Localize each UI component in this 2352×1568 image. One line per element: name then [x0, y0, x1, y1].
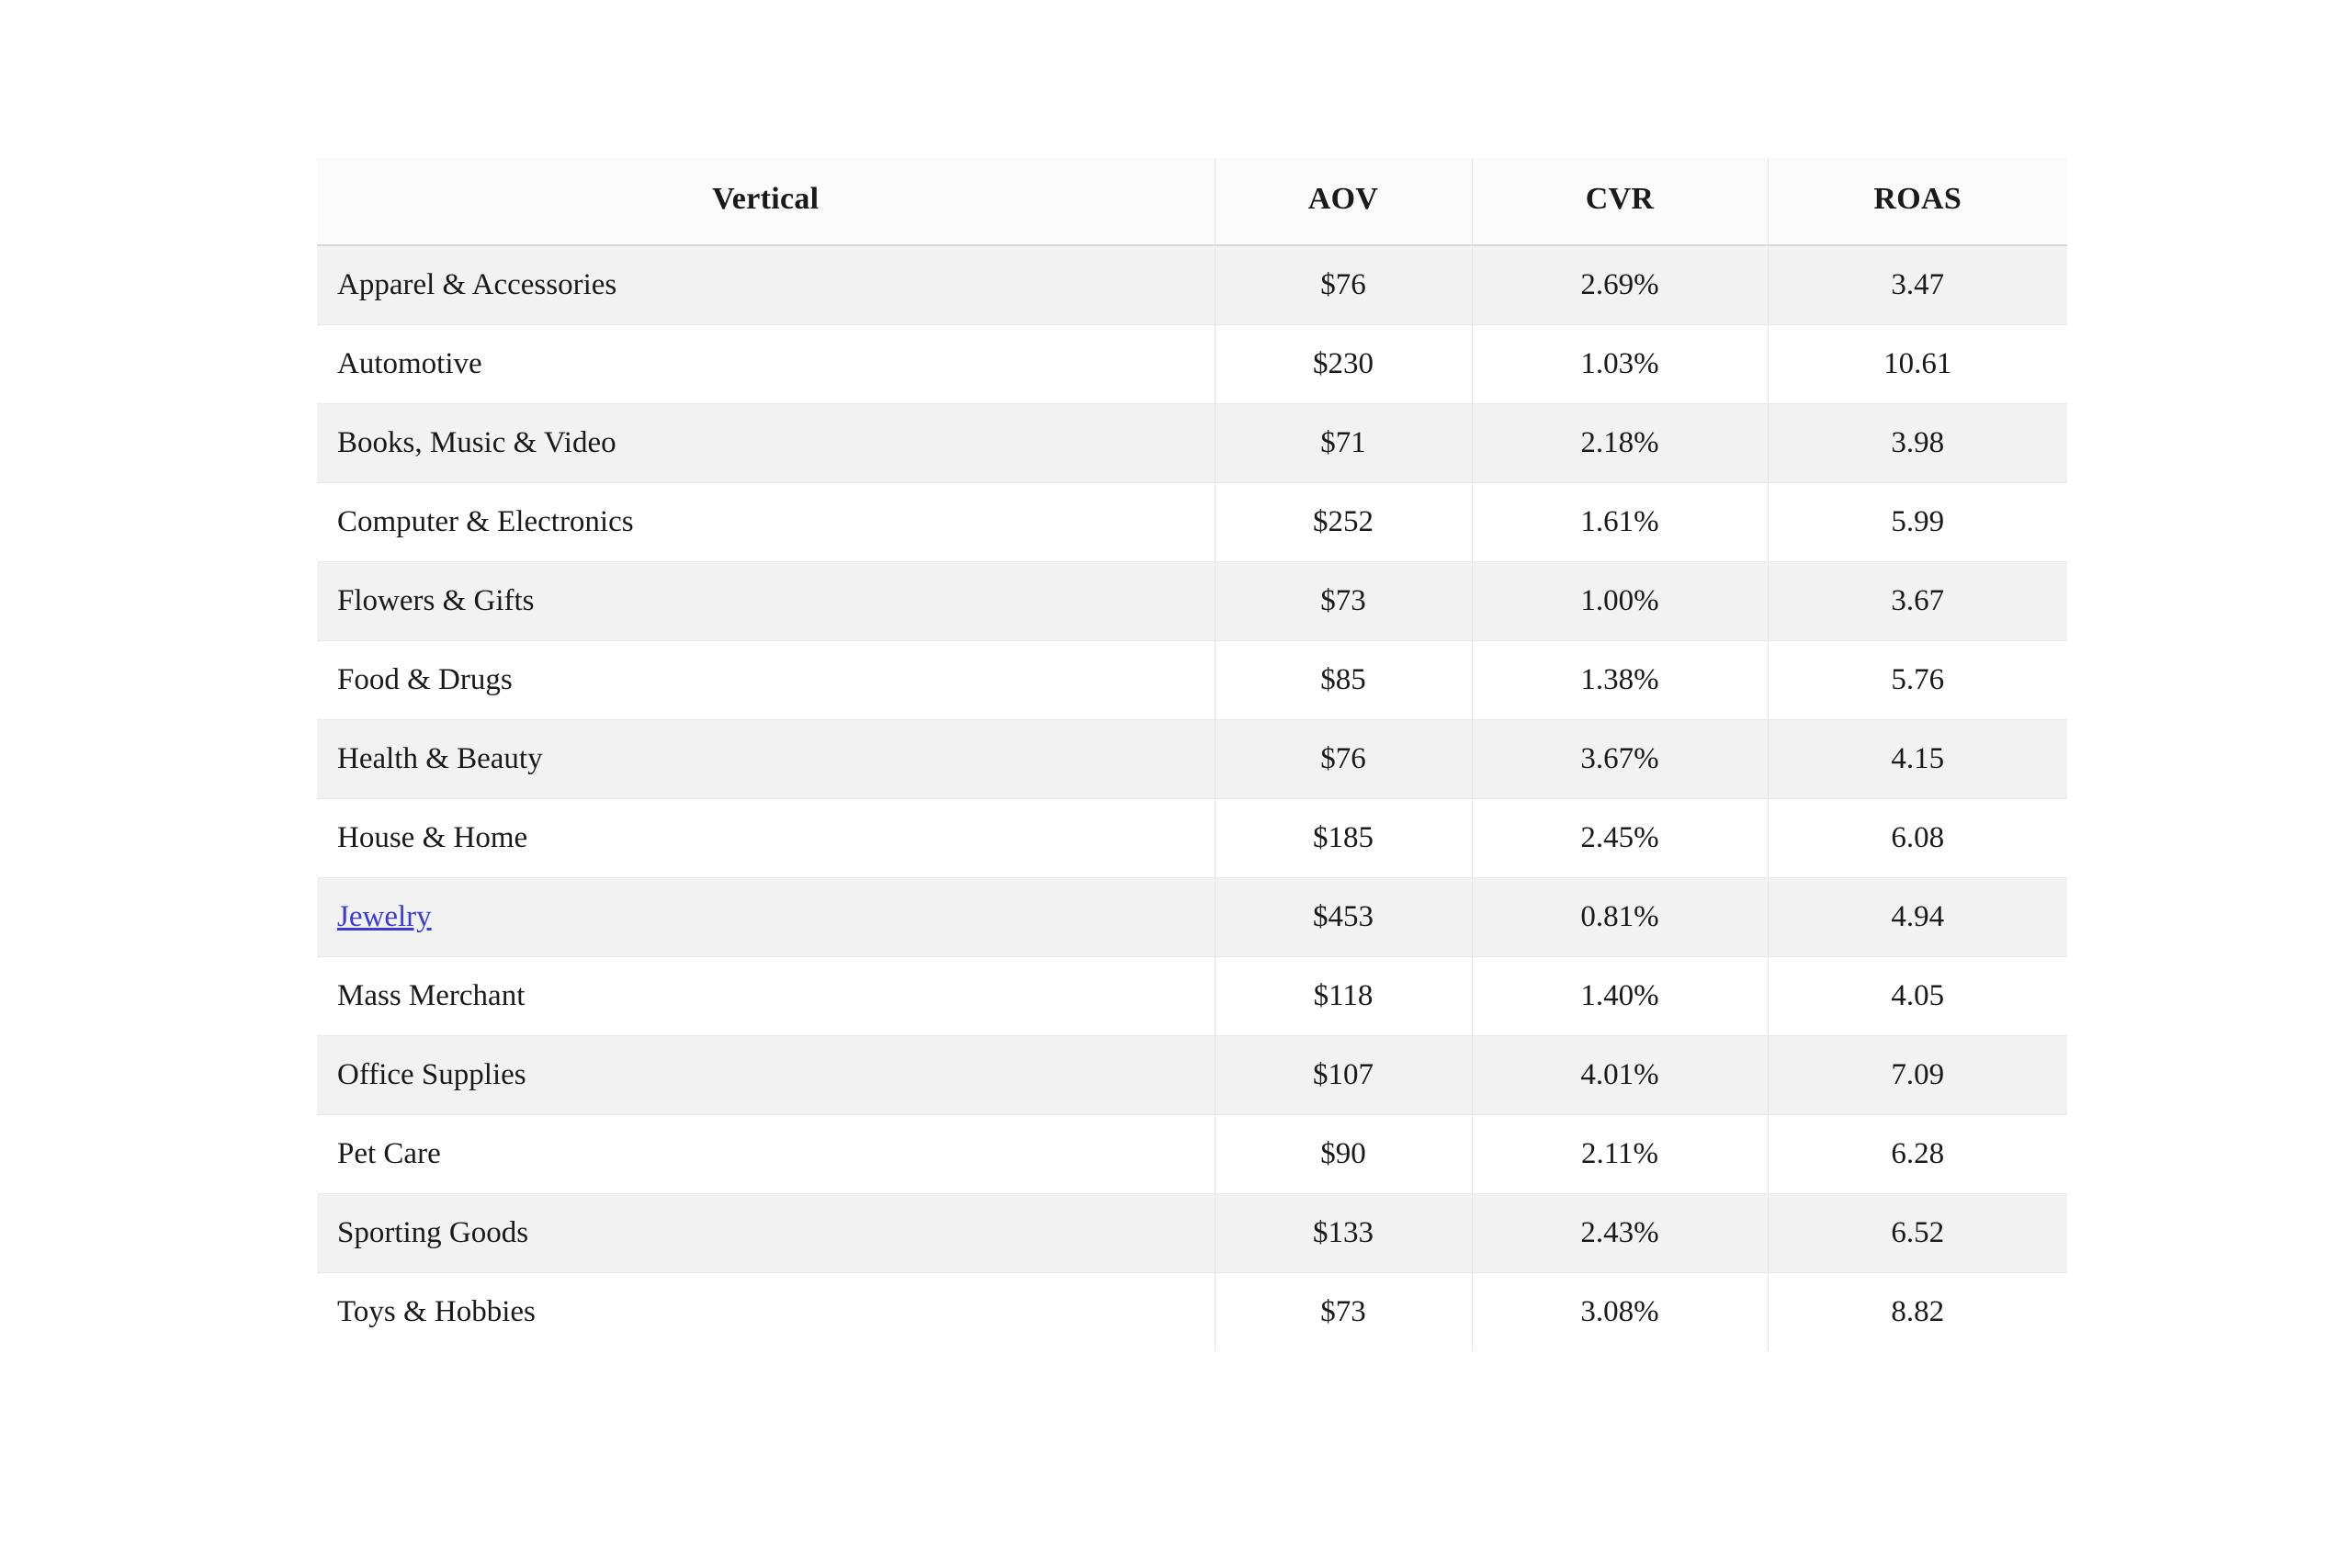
cell-roas: 8.82 — [1768, 1273, 2067, 1352]
table-row — [317, 799, 2067, 878]
cell-aov: $71 — [1215, 404, 1472, 483]
cell-cvr: 1.00% — [1472, 562, 1768, 641]
cell-aov: $73 — [1215, 562, 1472, 641]
table-body — [317, 245, 2067, 1351]
cell-aov: $73 — [1215, 1273, 1472, 1352]
cell-vertical: Toys & Hobbies — [317, 1273, 1215, 1352]
cell-cvr: 1.61% — [1472, 483, 1768, 562]
table-row — [317, 641, 2067, 720]
cell-roas: 6.52 — [1768, 1194, 2067, 1273]
column-header-aov: AOV — [1215, 158, 1472, 245]
cell-aov: $76 — [1215, 720, 1472, 799]
cell-aov: $252 — [1215, 483, 1472, 562]
cell-cvr: 3.08% — [1472, 1273, 1768, 1352]
cell-aov: $453 — [1215, 878, 1472, 957]
cell-cvr: 1.40% — [1472, 957, 1768, 1036]
cell-vertical: Flowers & Gifts — [317, 562, 1215, 641]
table-header-row — [317, 158, 2067, 245]
cell-roas: 3.47 — [1768, 245, 2067, 325]
cell-aov: $133 — [1215, 1194, 1472, 1273]
cell-vertical: Computer & Electronics — [317, 483, 1215, 562]
table-row — [317, 562, 2067, 641]
cell-vertical: Sporting Goods — [317, 1194, 1215, 1273]
cell-roas: 6.08 — [1768, 799, 2067, 878]
cell-cvr: 2.11% — [1472, 1115, 1768, 1194]
cell-vertical: Office Supplies — [317, 1036, 1215, 1115]
cell-cvr: 2.69% — [1472, 245, 1768, 325]
table-row — [317, 720, 2067, 799]
cell-roas: 4.94 — [1768, 878, 2067, 957]
cell-cvr: 2.45% — [1472, 799, 1768, 878]
cell-cvr: 1.38% — [1472, 641, 1768, 720]
cell-roas: 10.61 — [1768, 325, 2067, 404]
vertical-link-jewelry[interactable]: Jewelry — [337, 900, 432, 933]
cell-aov: $230 — [1215, 325, 1472, 404]
cell-vertical: Pet Care — [317, 1115, 1215, 1194]
column-header-roas: ROAS — [1768, 158, 2067, 245]
table-row — [317, 325, 2067, 404]
cell-aov: $185 — [1215, 799, 1472, 878]
cell-cvr: 2.43% — [1472, 1194, 1768, 1273]
cell-vertical: Mass Merchant — [317, 957, 1215, 1036]
cell-vertical: Apparel & Accessories — [317, 245, 1215, 325]
cell-cvr: 4.01% — [1472, 1036, 1768, 1115]
cell-roas: 4.15 — [1768, 720, 2067, 799]
metrics-table-wrapper — [317, 158, 2067, 1568]
cell-vertical: Automotive — [317, 325, 1215, 404]
cell-roas: 5.99 — [1768, 483, 2067, 562]
cell-aov: $107 — [1215, 1036, 1472, 1115]
cell-vertical — [317, 878, 1215, 957]
cell-roas: 5.76 — [1768, 641, 2067, 720]
table-row — [317, 245, 2067, 325]
cell-roas: 3.98 — [1768, 404, 2067, 483]
table-row — [317, 878, 2067, 957]
cell-vertical: Food & Drugs — [317, 641, 1215, 720]
cell-cvr: 2.18% — [1472, 404, 1768, 483]
cell-vertical: Health & Beauty — [317, 720, 1215, 799]
cell-cvr: 3.67% — [1472, 720, 1768, 799]
cell-aov: $118 — [1215, 957, 1472, 1036]
column-header-vertical: Vertical — [317, 158, 1215, 245]
table-header — [317, 158, 2067, 245]
cell-roas: 6.28 — [1768, 1115, 2067, 1194]
cell-roas: 3.67 — [1768, 562, 2067, 641]
column-header-cvr: CVR — [1472, 158, 1768, 245]
table-row — [317, 483, 2067, 562]
cell-aov: $76 — [1215, 245, 1472, 325]
cell-aov: $85 — [1215, 641, 1472, 720]
table-row — [317, 1194, 2067, 1273]
table-row — [317, 404, 2067, 483]
cell-cvr: 0.81% — [1472, 878, 1768, 957]
cell-roas: 7.09 — [1768, 1036, 2067, 1115]
vertical-metrics-table — [317, 158, 2067, 1351]
table-row — [317, 1036, 2067, 1115]
cell-roas: 4.05 — [1768, 957, 2067, 1036]
table-row — [317, 957, 2067, 1036]
cell-vertical: Books, Music & Video — [317, 404, 1215, 483]
cell-aov: $90 — [1215, 1115, 1472, 1194]
cell-cvr: 1.03% — [1472, 325, 1768, 404]
table-row — [317, 1273, 2067, 1352]
cell-vertical: House & Home — [317, 799, 1215, 878]
table-row — [317, 1115, 2067, 1194]
